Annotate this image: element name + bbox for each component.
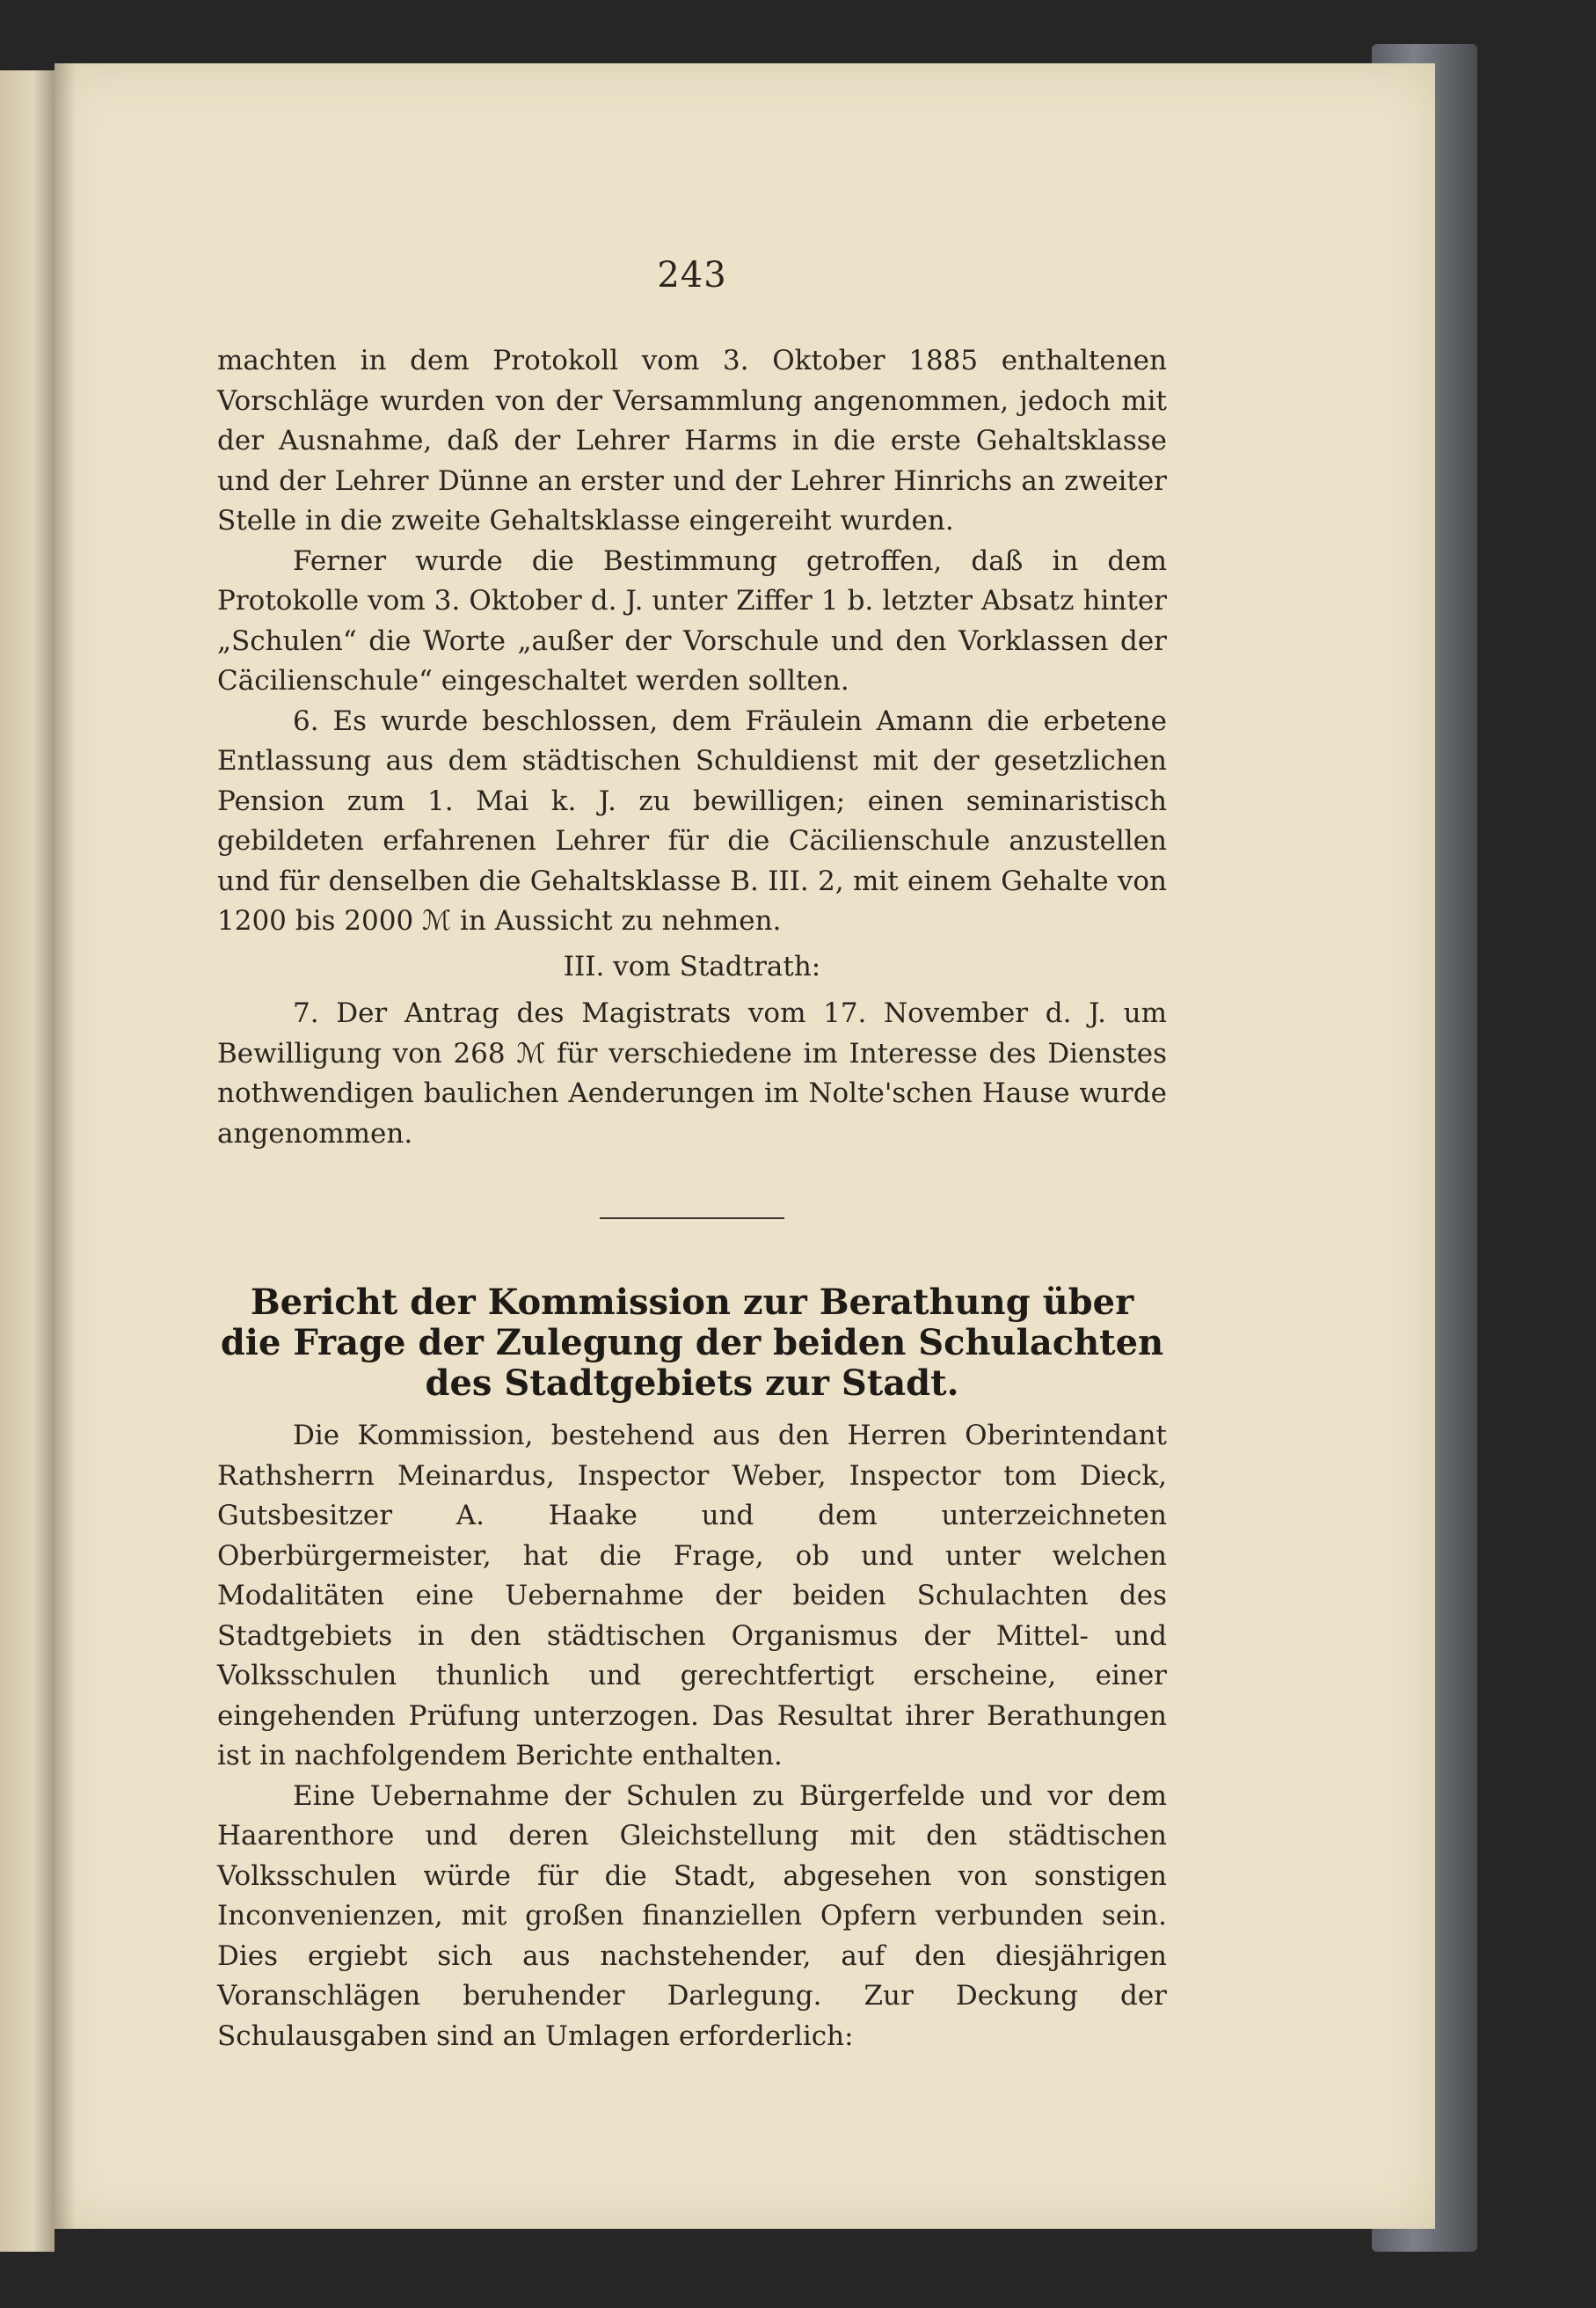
paragraph-item-6: 6. Es wurde beschlossen, dem Fräulein Amann die erbetene Entlassung aus dem städtischen Schuldienst mit der gesetzlichen Pension zum 1. Mai k. J. zu bewilligen; einen seminaristisch gebildeten erfahrenen Lehrer für die Cäcilienschule anzustellen und für denselben die Gehaltsklasse B. III. 2, mit einem Gehalte von 1200 bis 2000 ℳ in Aussicht zu nehmen. [217, 705, 1167, 937]
left-page-edge [0, 70, 55, 2252]
report-heading [217, 1282, 1167, 1404]
page-number: 243 [657, 255, 727, 296]
section-heading-stadtrath: III. vom Stadtrath: [563, 950, 821, 982]
paragraph-uebernahme: Eine Uebernahme der Schulen zu Bürgerfelde und vor dem Haarenthore und deren Gleichstellung mit den städtischen Volksschulen würde für die Stadt, abgesehen von sonstigen Inconvenienzen, mit großen finanziellen Opfern verbunden sein. Dies ergiebt sich aus nachstehender, auf den diesjährigen Voranschlägen beruhender Darlegung. Zur Deckung der Schulausgaben sind an Umlagen erforderlich: [217, 1779, 1167, 2052]
page-content [217, 255, 1167, 2056]
report-heading-line-3: des Stadtgebiets zur Stadt. [425, 1362, 959, 1404]
paragraph-ferner: Ferner wurde die Bestimmung getroffen, daß in dem Protokolle vom 3. Oktober d. J. unter Ziffer 1 b. letzter Absatz hinter „Schulen“ die Worte „außer der Vorschule und den Vorklassen der Cäcilienschule“ eingeschaltet werden sollten. [217, 544, 1167, 697]
report-heading-line-1: Bericht der Kommission zur Berathung über [250, 1282, 1134, 1323]
report-heading-line-2: die Frage der Zulegung der beiden Schulachten [220, 1322, 1164, 1363]
page-gutter-shadow [55, 63, 76, 2229]
paragraph-kommission: Die Kommission, bestehend aus den Herren Oberintendant Rathsherrn Meinardus, Inspector Weber, Inspector tom Dieck, Gutsbesitzer A. Haake und dem unterzeichneten Oberbürgermeister, hat die Frage, ob und unter welchen Modalitäten eine Uebernahme der beiden Schulachten des Stadtgebiets in den städtischen Organismus der Mittel- und Volksschulen thunlich und gerechtfertigt erscheine, einer eingehenden Prüfung unterzogen. Das Resultat ihrer Berathungen ist in nachfolgendem Berichte enthalten. [217, 1420, 1167, 1771]
paragraph-continuation: machten in dem Protokoll vom 3. Oktober 1885 enthaltenen Vorschläge wurden von der Versammlung angenommen, jedoch mit der Ausnahme, daß der Lehrer Harms in die erste Gehaltsklasse und der Lehrer Dünne an erster und der Lehrer Hinrichs an zweiter Stelle in die zweite Gehaltsklasse eingereiht wurden. [217, 345, 1167, 537]
paragraph-item-7: 7. Der Antrag des Magistrats vom 17. November d. J. um Bewilligung von 268 ℳ für verschiedene im Interesse des Dienstes nothwendigen baulichen Aenderungen im Nolte'schen Hause wurde angenommen. [217, 997, 1167, 1150]
section-divider [600, 1217, 784, 1219]
